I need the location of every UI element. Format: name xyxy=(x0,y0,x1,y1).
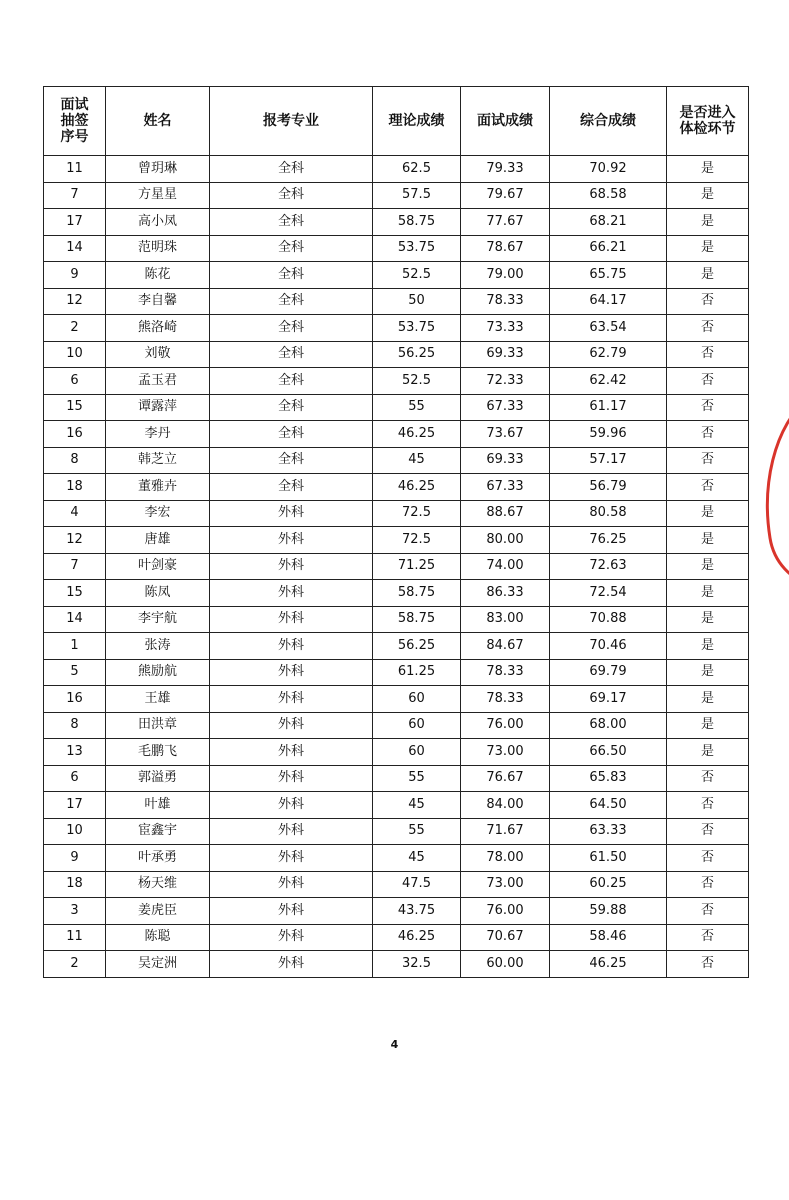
cell-name: 张涛 xyxy=(106,633,210,660)
cell-theory-score: 45 xyxy=(373,447,461,474)
cell-interview-score: 60.00 xyxy=(461,951,550,978)
cell-name: 熊励航 xyxy=(106,659,210,686)
official-seal-stamp xyxy=(752,388,789,588)
cell-interview-score: 88.67 xyxy=(461,500,550,527)
cell-draw-number: 14 xyxy=(44,235,106,262)
cell-draw-number: 14 xyxy=(44,606,106,633)
cell-theory-score: 58.75 xyxy=(373,606,461,633)
cell-theory-score: 53.75 xyxy=(373,315,461,342)
cell-draw-number: 17 xyxy=(44,209,106,236)
cell-name: 叶剑豪 xyxy=(106,553,210,580)
table-row xyxy=(44,288,749,315)
cell-physical-exam: 否 xyxy=(667,421,749,448)
cell-total-score: 80.58 xyxy=(550,500,667,527)
page-number: 4 xyxy=(390,1038,399,1051)
cell-total-score: 68.21 xyxy=(550,209,667,236)
cell-theory-score: 43.75 xyxy=(373,898,461,925)
cell-physical-exam: 否 xyxy=(667,368,749,395)
cell-major: 全科 xyxy=(210,262,373,289)
cell-name: 毛鹏飞 xyxy=(106,739,210,766)
cell-physical-exam: 是 xyxy=(667,182,749,209)
cell-name: 李自馨 xyxy=(106,288,210,315)
cell-draw-number: 15 xyxy=(44,580,106,607)
cell-interview-score: 79.67 xyxy=(461,182,550,209)
cell-draw-number: 18 xyxy=(44,871,106,898)
cell-draw-number: 16 xyxy=(44,421,106,448)
cell-major: 全科 xyxy=(210,394,373,421)
cell-total-score: 63.33 xyxy=(550,818,667,845)
table-row xyxy=(44,156,749,183)
cell-physical-exam: 否 xyxy=(667,315,749,342)
cell-physical-exam: 否 xyxy=(667,924,749,951)
cell-draw-number: 18 xyxy=(44,474,106,501)
cell-total-score: 68.58 xyxy=(550,182,667,209)
table-row xyxy=(44,739,749,766)
cell-name: 李宏 xyxy=(106,500,210,527)
table-row xyxy=(44,315,749,342)
header-total-score: 综合成绩 xyxy=(550,87,667,156)
table-row xyxy=(44,235,749,262)
header-interview-score: 面试成绩 xyxy=(461,87,550,156)
cell-draw-number: 7 xyxy=(44,553,106,580)
cell-theory-score: 32.5 xyxy=(373,951,461,978)
header-draw-number: 面试 抽签 序号 xyxy=(44,87,106,156)
cell-name: 李丹 xyxy=(106,421,210,448)
table-row xyxy=(44,792,749,819)
cell-major: 外科 xyxy=(210,659,373,686)
cell-total-score: 60.25 xyxy=(550,871,667,898)
cell-theory-score: 55 xyxy=(373,394,461,421)
cell-major: 全科 xyxy=(210,447,373,474)
cell-interview-score: 78.00 xyxy=(461,845,550,872)
cell-physical-exam: 是 xyxy=(667,209,749,236)
cell-physical-exam: 是 xyxy=(667,527,749,554)
cell-total-score: 63.54 xyxy=(550,315,667,342)
cell-theory-score: 57.5 xyxy=(373,182,461,209)
cell-total-score: 65.75 xyxy=(550,262,667,289)
cell-interview-score: 78.67 xyxy=(461,235,550,262)
header-name: 姓名 xyxy=(106,87,210,156)
cell-total-score: 65.83 xyxy=(550,765,667,792)
cell-major: 外科 xyxy=(210,898,373,925)
cell-interview-score: 72.33 xyxy=(461,368,550,395)
cell-physical-exam: 是 xyxy=(667,580,749,607)
cell-physical-exam: 否 xyxy=(667,898,749,925)
cell-major: 全科 xyxy=(210,235,373,262)
table-row xyxy=(44,871,749,898)
cell-draw-number: 8 xyxy=(44,712,106,739)
cell-draw-number: 10 xyxy=(44,341,106,368)
table-row xyxy=(44,394,749,421)
cell-total-score: 70.92 xyxy=(550,156,667,183)
cell-total-score: 68.00 xyxy=(550,712,667,739)
cell-name: 孟玉君 xyxy=(106,368,210,395)
table-row xyxy=(44,686,749,713)
cell-draw-number: 8 xyxy=(44,447,106,474)
cell-total-score: 58.46 xyxy=(550,924,667,951)
cell-total-score: 61.17 xyxy=(550,394,667,421)
cell-theory-score: 45 xyxy=(373,792,461,819)
cell-physical-exam: 是 xyxy=(667,712,749,739)
cell-draw-number: 12 xyxy=(44,288,106,315)
cell-interview-score: 73.67 xyxy=(461,421,550,448)
table-row xyxy=(44,209,749,236)
cell-interview-score: 73.00 xyxy=(461,871,550,898)
cell-draw-number: 1 xyxy=(44,633,106,660)
cell-physical-exam: 否 xyxy=(667,871,749,898)
cell-interview-score: 76.00 xyxy=(461,898,550,925)
cell-major: 全科 xyxy=(210,421,373,448)
cell-physical-exam: 否 xyxy=(667,818,749,845)
cell-total-score: 56.79 xyxy=(550,474,667,501)
table-row xyxy=(44,818,749,845)
cell-major: 全科 xyxy=(210,368,373,395)
cell-major: 外科 xyxy=(210,765,373,792)
cell-major: 外科 xyxy=(210,606,373,633)
cell-physical-exam: 否 xyxy=(667,765,749,792)
cell-name: 熊洛崎 xyxy=(106,315,210,342)
cell-draw-number: 10 xyxy=(44,818,106,845)
cell-major: 全科 xyxy=(210,288,373,315)
cell-theory-score: 45 xyxy=(373,845,461,872)
cell-interview-score: 73.00 xyxy=(461,739,550,766)
cell-total-score: 72.54 xyxy=(550,580,667,607)
cell-major: 外科 xyxy=(210,951,373,978)
cell-interview-score: 79.33 xyxy=(461,156,550,183)
cell-total-score: 70.46 xyxy=(550,633,667,660)
cell-physical-exam: 是 xyxy=(667,262,749,289)
table-row xyxy=(44,659,749,686)
cell-theory-score: 72.5 xyxy=(373,500,461,527)
cell-theory-score: 56.25 xyxy=(373,633,461,660)
cell-physical-exam: 是 xyxy=(667,633,749,660)
table-row xyxy=(44,553,749,580)
cell-name: 范明珠 xyxy=(106,235,210,262)
cell-major: 全科 xyxy=(210,474,373,501)
header-row xyxy=(44,87,749,156)
cell-name: 郭溢勇 xyxy=(106,765,210,792)
table-row xyxy=(44,500,749,527)
cell-interview-score: 77.67 xyxy=(461,209,550,236)
cell-interview-score: 84.67 xyxy=(461,633,550,660)
cell-total-score: 62.79 xyxy=(550,341,667,368)
cell-name: 杨天维 xyxy=(106,871,210,898)
cell-name: 叶雄 xyxy=(106,792,210,819)
cell-interview-score: 78.33 xyxy=(461,659,550,686)
cell-interview-score: 76.67 xyxy=(461,765,550,792)
cell-total-score: 64.50 xyxy=(550,792,667,819)
cell-major: 全科 xyxy=(210,341,373,368)
table-row xyxy=(44,262,749,289)
cell-major: 外科 xyxy=(210,527,373,554)
cell-major: 全科 xyxy=(210,182,373,209)
cell-interview-score: 67.33 xyxy=(461,394,550,421)
cell-interview-score: 69.33 xyxy=(461,447,550,474)
table-row xyxy=(44,712,749,739)
cell-interview-score: 86.33 xyxy=(461,580,550,607)
cell-name: 陈凤 xyxy=(106,580,210,607)
cell-major: 外科 xyxy=(210,871,373,898)
cell-total-score: 66.21 xyxy=(550,235,667,262)
cell-physical-exam: 否 xyxy=(667,394,749,421)
cell-name: 谭露萍 xyxy=(106,394,210,421)
table-row xyxy=(44,924,749,951)
table-row xyxy=(44,606,749,633)
cell-interview-score: 83.00 xyxy=(461,606,550,633)
cell-total-score: 66.50 xyxy=(550,739,667,766)
cell-draw-number: 11 xyxy=(44,156,106,183)
cell-theory-score: 46.25 xyxy=(373,421,461,448)
cell-theory-score: 52.5 xyxy=(373,368,461,395)
cell-draw-number: 13 xyxy=(44,739,106,766)
cell-theory-score: 53.75 xyxy=(373,235,461,262)
cell-total-score: 69.79 xyxy=(550,659,667,686)
cell-name: 刘敬 xyxy=(106,341,210,368)
cell-name: 姜虎臣 xyxy=(106,898,210,925)
cell-major: 外科 xyxy=(210,553,373,580)
table-row xyxy=(44,474,749,501)
cell-physical-exam: 是 xyxy=(667,739,749,766)
cell-draw-number: 5 xyxy=(44,659,106,686)
cell-name: 董雅卉 xyxy=(106,474,210,501)
table-row xyxy=(44,368,749,395)
cell-name: 叶承勇 xyxy=(106,845,210,872)
cell-physical-exam: 否 xyxy=(667,288,749,315)
cell-total-score: 57.17 xyxy=(550,447,667,474)
cell-major: 外科 xyxy=(210,686,373,713)
table-row xyxy=(44,182,749,209)
cell-theory-score: 72.5 xyxy=(373,527,461,554)
cell-major: 外科 xyxy=(210,633,373,660)
table-row xyxy=(44,633,749,660)
cell-theory-score: 46.25 xyxy=(373,474,461,501)
cell-major: 全科 xyxy=(210,315,373,342)
cell-total-score: 62.42 xyxy=(550,368,667,395)
table-row xyxy=(44,341,749,368)
table-row xyxy=(44,898,749,925)
cell-name: 王雄 xyxy=(106,686,210,713)
cell-name: 吴定洲 xyxy=(106,951,210,978)
cell-major: 全科 xyxy=(210,209,373,236)
cell-name: 曾玥琳 xyxy=(106,156,210,183)
cell-theory-score: 52.5 xyxy=(373,262,461,289)
cell-physical-exam: 否 xyxy=(667,447,749,474)
table-row xyxy=(44,580,749,607)
cell-theory-score: 55 xyxy=(373,818,461,845)
cell-major: 外科 xyxy=(210,580,373,607)
cell-physical-exam: 否 xyxy=(667,792,749,819)
cell-name: 陈聪 xyxy=(106,924,210,951)
cell-interview-score: 80.00 xyxy=(461,527,550,554)
header-major: 报考专业 xyxy=(210,87,373,156)
cell-interview-score: 71.67 xyxy=(461,818,550,845)
cell-draw-number: 7 xyxy=(44,182,106,209)
cell-draw-number: 2 xyxy=(44,951,106,978)
cell-draw-number: 11 xyxy=(44,924,106,951)
cell-interview-score: 78.33 xyxy=(461,686,550,713)
cell-total-score: 59.88 xyxy=(550,898,667,925)
cell-interview-score: 74.00 xyxy=(461,553,550,580)
cell-theory-score: 47.5 xyxy=(373,871,461,898)
table-row xyxy=(44,527,749,554)
cell-interview-score: 69.33 xyxy=(461,341,550,368)
cell-interview-score: 78.33 xyxy=(461,288,550,315)
cell-name: 方星星 xyxy=(106,182,210,209)
cell-interview-score: 70.67 xyxy=(461,924,550,951)
results-body xyxy=(44,156,749,978)
table-row xyxy=(44,845,749,872)
cell-physical-exam: 是 xyxy=(667,235,749,262)
cell-theory-score: 55 xyxy=(373,765,461,792)
cell-name: 陈花 xyxy=(106,262,210,289)
cell-interview-score: 73.33 xyxy=(461,315,550,342)
table-row xyxy=(44,447,749,474)
table-row xyxy=(44,421,749,448)
cell-draw-number: 15 xyxy=(44,394,106,421)
cell-major: 外科 xyxy=(210,845,373,872)
cell-total-score: 46.25 xyxy=(550,951,667,978)
cell-total-score: 70.88 xyxy=(550,606,667,633)
cell-draw-number: 4 xyxy=(44,500,106,527)
cell-total-score: 72.63 xyxy=(550,553,667,580)
cell-interview-score: 67.33 xyxy=(461,474,550,501)
cell-theory-score: 60 xyxy=(373,739,461,766)
cell-physical-exam: 否 xyxy=(667,341,749,368)
cell-theory-score: 58.75 xyxy=(373,209,461,236)
cell-theory-score: 56.25 xyxy=(373,341,461,368)
cell-draw-number: 16 xyxy=(44,686,106,713)
cell-interview-score: 79.00 xyxy=(461,262,550,289)
cell-interview-score: 76.00 xyxy=(461,712,550,739)
cell-name: 宦鑫宇 xyxy=(106,818,210,845)
header-physical-exam: 是否进入 体检环节 xyxy=(667,87,749,156)
cell-theory-score: 46.25 xyxy=(373,924,461,951)
cell-total-score: 64.17 xyxy=(550,288,667,315)
cell-major: 外科 xyxy=(210,500,373,527)
cell-draw-number: 6 xyxy=(44,368,106,395)
cell-physical-exam: 是 xyxy=(667,659,749,686)
cell-physical-exam: 否 xyxy=(667,951,749,978)
cell-major: 全科 xyxy=(210,156,373,183)
cell-name: 李宇航 xyxy=(106,606,210,633)
cell-name: 韩芝立 xyxy=(106,447,210,474)
cell-draw-number: 3 xyxy=(44,898,106,925)
cell-physical-exam: 否 xyxy=(667,474,749,501)
cell-physical-exam: 否 xyxy=(667,845,749,872)
cell-draw-number: 6 xyxy=(44,765,106,792)
cell-physical-exam: 是 xyxy=(667,500,749,527)
cell-draw-number: 9 xyxy=(44,262,106,289)
cell-total-score: 59.96 xyxy=(550,421,667,448)
cell-theory-score: 60 xyxy=(373,712,461,739)
table-row xyxy=(44,951,749,978)
cell-draw-number: 9 xyxy=(44,845,106,872)
cell-physical-exam: 是 xyxy=(667,553,749,580)
cell-name: 唐雄 xyxy=(106,527,210,554)
cell-theory-score: 61.25 xyxy=(373,659,461,686)
cell-major: 外科 xyxy=(210,924,373,951)
cell-major: 外科 xyxy=(210,712,373,739)
cell-major: 外科 xyxy=(210,818,373,845)
cell-interview-score: 84.00 xyxy=(461,792,550,819)
cell-theory-score: 62.5 xyxy=(373,156,461,183)
cell-physical-exam: 是 xyxy=(667,606,749,633)
cell-physical-exam: 是 xyxy=(667,156,749,183)
results-table xyxy=(43,86,749,978)
cell-name: 高小凤 xyxy=(106,209,210,236)
cell-name: 田洪章 xyxy=(106,712,210,739)
cell-theory-score: 58.75 xyxy=(373,580,461,607)
cell-draw-number: 2 xyxy=(44,315,106,342)
cell-draw-number: 12 xyxy=(44,527,106,554)
cell-theory-score: 71.25 xyxy=(373,553,461,580)
cell-total-score: 69.17 xyxy=(550,686,667,713)
cell-theory-score: 50 xyxy=(373,288,461,315)
cell-major: 外科 xyxy=(210,792,373,819)
cell-total-score: 61.50 xyxy=(550,845,667,872)
cell-theory-score: 60 xyxy=(373,686,461,713)
cell-major: 外科 xyxy=(210,739,373,766)
table-row xyxy=(44,765,749,792)
cell-draw-number: 17 xyxy=(44,792,106,819)
cell-total-score: 76.25 xyxy=(550,527,667,554)
header-theory-score: 理论成绩 xyxy=(373,87,461,156)
cell-physical-exam: 是 xyxy=(667,686,749,713)
